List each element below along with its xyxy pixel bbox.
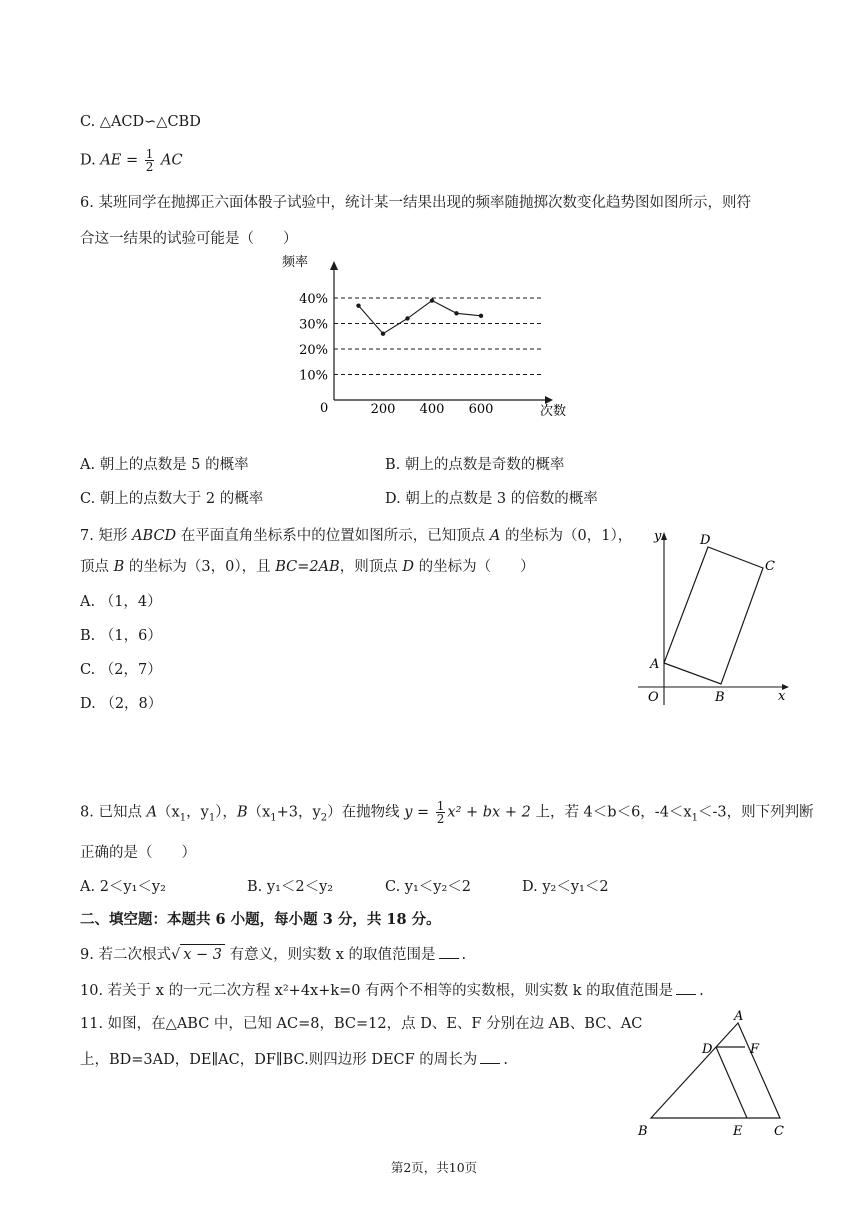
y-tick-label: 20% (299, 343, 328, 358)
q8-stem-line1: 8. 已知点 $A(x_1$，$y_1$），$B(x_1+3$，$y_2$）在抛物线 y = $\frac{1}{2}$ x² + bx + 2 上，若 4＜b＜6，$-4<x_1<-3$，则下列判断 (80, 799, 814, 826)
series-points (356, 298, 483, 336)
y-tick-label: 40% (299, 292, 328, 307)
q7-label-origin: O (648, 690, 659, 705)
q11-label-b: B (638, 1124, 648, 1139)
q5-option-d-fraction: $\frac{1}{2}$ (145, 147, 154, 174)
data-point (430, 298, 434, 302)
q7-label-a: A (650, 657, 660, 672)
q5-option-d (80, 148, 183, 173)
q5-option-d-rhs: AC (161, 152, 183, 169)
q6-option-b: B. 朝上的点数是奇数的概率 (385, 457, 565, 473)
q7-stem-line1: 7. 矩形 ABCD 在平面直角坐标系中的位置如图所示，已知顶点 A 的坐标为（0，1）， (80, 528, 633, 544)
data-point (405, 316, 409, 320)
y-tick-labels (299, 292, 328, 384)
chart-origin-label: 0 (320, 401, 329, 416)
q5-option-c: C. △ACD∽△CBD (80, 114, 201, 130)
q11-triangle-figure (628, 1008, 798, 1143)
q7-label-y: y (654, 529, 662, 544)
sqrt-sign: √ (170, 947, 181, 963)
x-axis-arrow (545, 396, 553, 404)
data-point (356, 303, 360, 307)
q7-option-b: B. （1，6） (80, 628, 162, 644)
q8-option-a: A. 2＜y₁＜y₂ (80, 879, 166, 895)
data-point (479, 314, 483, 318)
q7-rectangle-figure (632, 520, 792, 710)
q8-option-b: B. y₁＜2＜y₂ (247, 879, 334, 895)
q11-label-d: D (702, 1042, 713, 1057)
q6-stem-line2: 合这一结果的试验可能是（ ） (80, 231, 298, 247)
q7-option-c: C. （2，7） (80, 662, 162, 678)
q7-y-axis-arrow (661, 532, 667, 540)
q6-option-c: C. 朝上的点数大于 2 的概率 (80, 491, 264, 507)
x-tick-label: 200 (370, 402, 396, 417)
q11-triangle-abc (651, 1023, 780, 1118)
q7-label-c: C (765, 559, 775, 574)
q8-fraction: $\frac{1}{2}$ (436, 799, 445, 826)
y-tick-label: 30% (299, 317, 328, 333)
q11-label-e: E (733, 1124, 743, 1139)
x-tick-label: 400 (419, 402, 445, 417)
page-footer: 第2页，共10页 (390, 1160, 478, 1175)
q10-answer-blank (676, 980, 696, 995)
data-point (454, 311, 458, 315)
q11-label-c: C (774, 1124, 784, 1139)
q7-rectangle-abcd (664, 547, 763, 684)
q7-option-d: D. （2，8） (80, 696, 163, 712)
q9-radicand: x − 3 (180, 944, 225, 965)
y-axis-label: 频率 (282, 255, 309, 270)
q6-frequency-chart (282, 250, 590, 425)
q11-segment-de (716, 1047, 747, 1118)
q6-option-d: D. 朝上的点数是 3 的倍数的概率 (385, 491, 598, 507)
y-axis-arrow (330, 261, 338, 270)
data-point (381, 332, 385, 336)
y-tick-label: 10% (299, 368, 328, 384)
q6-stem-line1: 6. 某班同学在抛掷正六面体骰子试验中，统计某一结果出现的频率随抛掷次数变化趋势图如图所示，则符 (80, 195, 751, 211)
q10-stem: 10. 若关于 x 的一元二次方程 x²+4x+k=0 有两个不相等的实数根，则实数 k 的取值范围是 . (80, 980, 704, 1001)
q11-stem-line2: 上，BD=3AD，DE∥AC，DF∥BC.则四边形 DECF 的周长为 . (80, 1049, 508, 1070)
section-2-heading: 二、填空题：本题共 6 小题，每小题 3 分，共 18 分。 (80, 911, 441, 928)
x-tick-label: 600 (468, 402, 494, 417)
q7-stem-line2: 顶点 B 的坐标为（3，0），且 BC=2AB，则顶点 D 的坐标为（ ） (80, 559, 535, 575)
q8-stem-line2: 正确的是（ ） (80, 845, 196, 861)
chart-grid (334, 298, 542, 375)
q9-stem: 9. 若二次根式√ x − 3 有意义，则实数 x 的取值范围是 . (80, 944, 466, 965)
q5-option-d-lhs: AE = (100, 152, 139, 169)
q6-option-a: A. 朝上的点数是 5 的概率 (80, 457, 249, 473)
q8-option-c: C. y₁＜y₂＜2 (385, 879, 472, 895)
q7-option-a: A. （1，4） (80, 594, 162, 610)
x-axis-label: 次数 (540, 404, 567, 419)
q11-label-a: A (734, 1009, 744, 1024)
x-tick-labels (371, 402, 494, 417)
q5-option-d-label: D. (80, 152, 96, 169)
q11-stem-line1: 11. 如图，在△ABC 中，已知 AC=8，BC=12，点 D、E、F 分别在边 AB、BC、AC (80, 1016, 643, 1032)
q9-answer-blank (439, 944, 459, 959)
series-line (359, 301, 482, 334)
q11-answer-blank (480, 1049, 500, 1064)
q11-label-f: F (750, 1042, 760, 1057)
q7-label-b: B (715, 690, 725, 705)
q7-label-d: D (700, 533, 711, 548)
q7-label-x: x (778, 689, 786, 704)
q8-option-d: D. y₂＜y₁＜2 (522, 879, 609, 895)
